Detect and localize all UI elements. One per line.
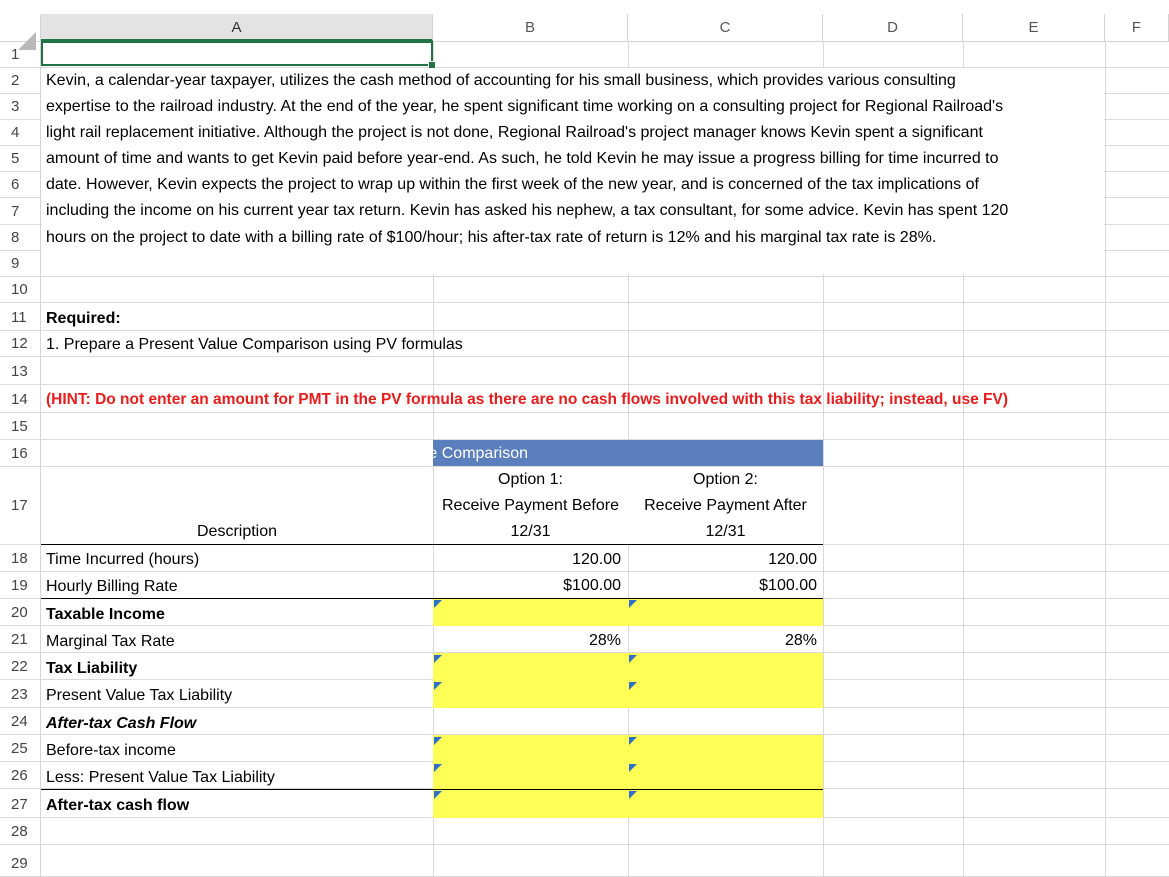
comment-marker-icon[interactable] (629, 764, 637, 772)
row-header[interactable]: 20 (0, 599, 41, 625)
label-less-pv-tax-liability: Less: Present Value Tax Liability (46, 769, 275, 786)
row-header[interactable]: 25 (0, 735, 41, 761)
grid-row (0, 845, 1169, 877)
input-tax-liability-opt1[interactable] (433, 653, 628, 708)
border-under-header (41, 544, 823, 545)
row-header[interactable]: 10 (0, 277, 41, 302)
row-header[interactable]: 24 (0, 708, 41, 734)
option1-line1: Option 1: (498, 471, 563, 488)
selected-cell-a1[interactable] (41, 41, 433, 66)
problem-line-4: amount of time and wants to get Kevin paid before year-end. As such, he told Kevin he may issue a progress billing for time incurred to (46, 150, 999, 167)
comment-marker-icon[interactable] (434, 791, 442, 799)
option2-line2: Receive Payment After (644, 497, 807, 514)
row-header[interactable]: 5 (0, 146, 41, 171)
row-header[interactable]: 14 (0, 385, 41, 412)
input-cashflow-opt2[interactable] (628, 735, 823, 818)
row-header[interactable]: 9 (0, 251, 41, 276)
hint-text: (HINT: Do not enter an amount for PMT in the PV formula as there are no cash flows involved with this tax liability; instead, use FV) (46, 391, 1008, 408)
input-cashflow-opt1[interactable] (433, 735, 628, 818)
option2-line3: 12/31 (705, 523, 746, 540)
comment-marker-icon[interactable] (629, 655, 637, 663)
row-header[interactable]: 21 (0, 626, 41, 652)
problem-line-6: including the income on his current year tax return. Kevin has asked his nephew, a tax consultant, for some advice. Kevin has spent 120 (46, 202, 1009, 219)
column-header-a[interactable]: A (41, 14, 433, 41)
row-header[interactable]: 18 (0, 545, 41, 571)
border-above-taxable (41, 598, 823, 599)
comment-marker-icon[interactable] (629, 737, 637, 745)
required-item-1: 1. Prepare a Present Value Comparison using PV formulas (46, 336, 463, 353)
row-header[interactable]: 27 (0, 789, 41, 817)
select-all-corner[interactable] (0, 14, 41, 41)
row-header[interactable]: 15 (0, 413, 41, 439)
grid-row (0, 277, 1169, 303)
row-header[interactable]: 7 (0, 198, 41, 224)
comment-marker-icon[interactable] (434, 655, 442, 663)
row-header[interactable]: 23 (0, 680, 41, 707)
value-rate-opt1: $100.00 (563, 577, 621, 594)
row-header[interactable]: 13 (0, 357, 41, 384)
description-header: Description (196, 523, 278, 540)
value-time-opt1: 120.00 (572, 551, 621, 568)
column-header-c[interactable]: C (628, 14, 823, 41)
input-tax-liability-opt2[interactable] (628, 653, 823, 708)
label-tax-liability: Tax Liability (46, 660, 138, 677)
comment-marker-icon[interactable] (629, 791, 637, 799)
option1-line2: Receive Payment Before (442, 497, 619, 514)
comment-marker-icon[interactable] (629, 600, 637, 608)
label-taxable-income: Taxable Income (46, 606, 165, 623)
comment-marker-icon[interactable] (434, 737, 442, 745)
row-header[interactable]: 1 (0, 41, 41, 67)
column-header-bar (0, 0, 1169, 42)
option2-line1: Option 2: (693, 471, 758, 488)
column-header-b[interactable]: B (433, 14, 628, 41)
input-taxable-income-opt2[interactable] (628, 599, 823, 626)
label-marginal-rate: Marginal Tax Rate (46, 633, 175, 650)
row-header[interactable]: 8 (0, 225, 41, 250)
row-header[interactable]: 19 (0, 572, 41, 598)
grid-row (0, 357, 1169, 385)
comment-marker-icon[interactable] (434, 600, 442, 608)
value-marginal-opt1: 28% (588, 632, 621, 649)
grid-row (0, 818, 1169, 845)
column-header-e[interactable]: E (963, 14, 1105, 41)
grid-row (0, 413, 1169, 440)
label-pv-tax-liability: Present Value Tax Liability (46, 687, 233, 704)
row-header[interactable]: 16 (0, 440, 41, 466)
problem-line-1: Kevin, a calendar-year taxpayer, utilizes the cash method of accounting for his small business, which provides various consulting (46, 72, 956, 89)
grid-row (0, 303, 1169, 331)
label-before-tax-income: Before-tax income (46, 742, 176, 759)
label-after-tax-cash-flow: After-tax cash flow (46, 797, 190, 814)
row-header[interactable]: 22 (0, 653, 41, 679)
row-header[interactable]: 12 (0, 331, 41, 356)
fill-handle[interactable] (428, 61, 436, 69)
row-header[interactable]: 2 (0, 68, 41, 93)
border-above-after-tax (41, 789, 823, 790)
row-header[interactable]: 26 (0, 762, 41, 788)
row-header[interactable]: 17 (0, 467, 41, 544)
column-header-d[interactable]: D (823, 14, 963, 41)
row-header[interactable]: 11 (0, 303, 41, 330)
comment-marker-icon[interactable] (629, 682, 637, 690)
input-taxable-income-opt1[interactable] (433, 599, 628, 626)
label-time-incurred: Time Incurred (hours) (46, 551, 200, 568)
table-title: Present Value Comparison (337, 445, 529, 462)
value-rate-opt2: $100.00 (759, 577, 817, 594)
row-header[interactable]: 3 (0, 94, 41, 119)
value-marginal-opt2: 28% (784, 632, 817, 649)
comment-marker-icon[interactable] (434, 682, 442, 690)
label-billing-rate: Hourly Billing Rate (46, 578, 178, 595)
row-header[interactable]: 29 (0, 845, 41, 876)
column-header-f[interactable]: F (1105, 14, 1169, 41)
row-header[interactable]: 28 (0, 818, 41, 844)
problem-line-3: light rail replacement initiative. Although the project is not done, Regional Railroad's project manager knows Kevin spent a significant (46, 124, 983, 141)
row-header[interactable]: 4 (0, 120, 41, 145)
label-after-tax-cash-flow-header: After-tax Cash Flow (46, 715, 197, 732)
value-time-opt2: 120.00 (768, 551, 817, 568)
problem-line-2: expertise to the railroad industry. At the end of the year, he spent significant time working on a consulting project for Regional Railroad's (46, 98, 1004, 115)
problem-line-7: hours on the project to date with a billing rate of $100/hour; his after-tax rate of return is 12% and his marginal tax rate is 28%. (46, 229, 937, 246)
problem-line-5: date. However, Kevin expects the project to wrap up within the first week of the new year, and is concerned of the tax implications of (46, 176, 979, 193)
option1-line3: 12/31 (510, 523, 551, 540)
required-label: Required: (46, 310, 121, 327)
row-header[interactable]: 6 (0, 172, 41, 197)
comment-marker-icon[interactable] (434, 764, 442, 772)
